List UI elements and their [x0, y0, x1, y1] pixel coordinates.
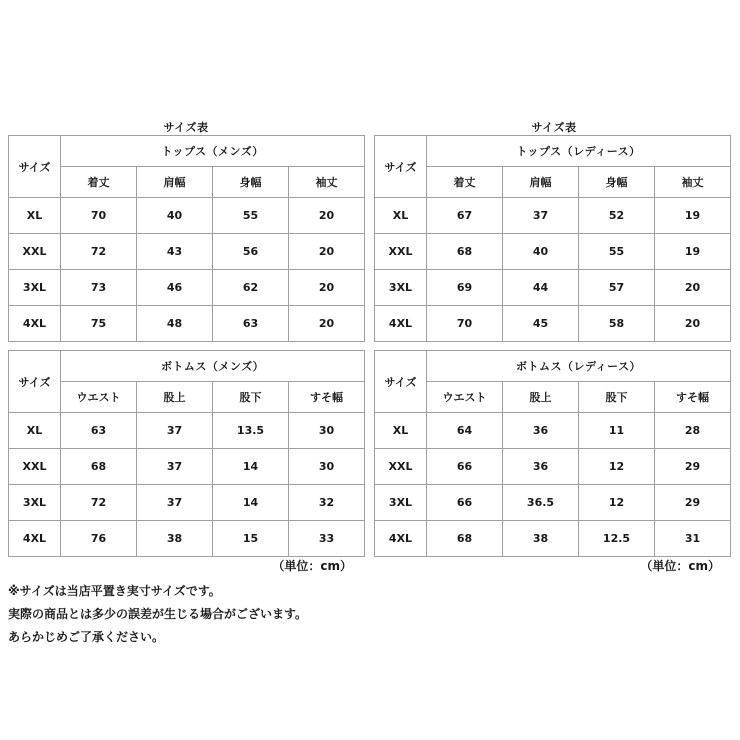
column-header: 肩幅 — [503, 167, 579, 198]
column-header: 股下 — [213, 382, 289, 413]
size-header: サイズ — [375, 351, 427, 413]
value-cell: 29 — [655, 485, 731, 521]
size-cell: XL — [375, 413, 427, 449]
value-cell: 11 — [579, 413, 655, 449]
size-cell: XXL — [375, 234, 427, 270]
value-cell: 63 — [61, 413, 137, 449]
value-cell: 76 — [61, 521, 137, 557]
value-cell: 44 — [503, 270, 579, 306]
size-cell: 3XL — [9, 270, 61, 306]
table-row — [375, 234, 731, 270]
value-cell: 46 — [137, 270, 213, 306]
value-cell: 72 — [61, 234, 137, 270]
column-header: ウエスト — [61, 382, 137, 413]
column-header: 着丈 — [61, 167, 137, 198]
table-row — [375, 485, 731, 521]
value-cell: 14 — [213, 485, 289, 521]
table-row — [9, 198, 365, 234]
value-cell: 68 — [427, 234, 503, 270]
column-header: 袖丈 — [655, 167, 731, 198]
value-cell: 19 — [655, 234, 731, 270]
table-row — [9, 521, 365, 557]
table-row — [9, 306, 365, 342]
value-cell: 36 — [503, 449, 579, 485]
value-cell: 20 — [655, 306, 731, 342]
value-cell: 37 — [137, 413, 213, 449]
value-cell: 37 — [137, 449, 213, 485]
table-row — [375, 270, 731, 306]
tops-ladies-table — [374, 135, 731, 342]
size-cell: XXL — [9, 234, 61, 270]
value-cell: 30 — [289, 449, 365, 485]
value-cell: 48 — [137, 306, 213, 342]
value-cell: 20 — [655, 270, 731, 306]
value-cell: 58 — [579, 306, 655, 342]
table-row — [9, 485, 365, 521]
bottoms-mens-table — [8, 350, 365, 557]
value-cell: 19 — [655, 198, 731, 234]
value-cell: 57 — [579, 270, 655, 306]
column-header: 身幅 — [213, 167, 289, 198]
value-cell: 12 — [579, 485, 655, 521]
category-header: ボトムス（レディース） — [427, 351, 731, 382]
value-cell: 37 — [503, 198, 579, 234]
unit-label-right: （単位：cm） — [640, 559, 720, 573]
value-cell: 28 — [655, 413, 731, 449]
value-cell: 55 — [579, 234, 655, 270]
value-cell: 64 — [427, 413, 503, 449]
table-row — [9, 449, 365, 485]
column-header: 身幅 — [579, 167, 655, 198]
tops-mens-table — [8, 135, 365, 342]
column-header: 着丈 — [427, 167, 503, 198]
value-cell: 45 — [503, 306, 579, 342]
table-row — [375, 413, 731, 449]
table-row — [9, 270, 365, 306]
table-row — [9, 234, 365, 270]
value-cell: 20 — [289, 198, 365, 234]
category-header: ボトムス（メンズ） — [61, 351, 365, 382]
value-cell: 15 — [213, 521, 289, 557]
value-cell: 12 — [579, 449, 655, 485]
value-cell: 66 — [427, 485, 503, 521]
value-cell: 68 — [61, 449, 137, 485]
value-cell: 70 — [61, 198, 137, 234]
size-cell: 4XL — [375, 306, 427, 342]
size-cell: 3XL — [375, 485, 427, 521]
table-row — [375, 306, 731, 342]
size-header: サイズ — [9, 351, 61, 413]
note-line: ※サイズは当店平置き実寸サイズです。 — [8, 584, 221, 598]
value-cell: 73 — [61, 270, 137, 306]
size-cell: XL — [9, 198, 61, 234]
value-cell: 13.5 — [213, 413, 289, 449]
value-cell: 30 — [289, 413, 365, 449]
size-cell: 3XL — [9, 485, 61, 521]
column-header: 股上 — [503, 382, 579, 413]
value-cell: 68 — [427, 521, 503, 557]
value-cell: 52 — [579, 198, 655, 234]
value-cell: 67 — [427, 198, 503, 234]
column-header: 肩幅 — [137, 167, 213, 198]
column-header: ウエスト — [427, 382, 503, 413]
column-header: すそ幅 — [289, 382, 365, 413]
value-cell: 40 — [503, 234, 579, 270]
column-header: すそ幅 — [655, 382, 731, 413]
size-cell: 3XL — [375, 270, 427, 306]
value-cell: 33 — [289, 521, 365, 557]
value-cell: 29 — [655, 449, 731, 485]
note-line: あらかじめご了承ください。 — [8, 630, 165, 644]
value-cell: 63 — [213, 306, 289, 342]
bottoms-ladies-table — [374, 350, 731, 557]
value-cell: 14 — [213, 449, 289, 485]
column-header: 股上 — [137, 382, 213, 413]
size-cell: 4XL — [9, 521, 61, 557]
value-cell: 40 — [137, 198, 213, 234]
size-cell: XL — [9, 413, 61, 449]
table-row — [375, 449, 731, 485]
value-cell: 12.5 — [579, 521, 655, 557]
value-cell: 38 — [503, 521, 579, 557]
size-cell: 4XL — [375, 521, 427, 557]
value-cell: 69 — [427, 270, 503, 306]
value-cell: 56 — [213, 234, 289, 270]
column-header: 股下 — [579, 382, 655, 413]
size-chart-heading-left: サイズ表 — [163, 121, 209, 134]
size-cell: XXL — [9, 449, 61, 485]
value-cell: 32 — [289, 485, 365, 521]
size-cell: XXL — [375, 449, 427, 485]
size-chart-heading-right: サイズ表 — [531, 121, 577, 134]
value-cell: 75 — [61, 306, 137, 342]
notes — [8, 580, 307, 649]
value-cell: 31 — [655, 521, 731, 557]
value-cell: 20 — [289, 306, 365, 342]
value-cell: 20 — [289, 234, 365, 270]
table-row — [9, 413, 365, 449]
value-cell: 66 — [427, 449, 503, 485]
value-cell: 20 — [289, 270, 365, 306]
size-header: サイズ — [375, 136, 427, 198]
value-cell: 36.5 — [503, 485, 579, 521]
size-cell: XL — [375, 198, 427, 234]
table-row — [375, 198, 731, 234]
value-cell: 43 — [137, 234, 213, 270]
value-cell: 70 — [427, 306, 503, 342]
value-cell: 37 — [137, 485, 213, 521]
unit-label-left: （単位：cm） — [272, 559, 352, 573]
column-header: 袖丈 — [289, 167, 365, 198]
value-cell: 72 — [61, 485, 137, 521]
value-cell: 36 — [503, 413, 579, 449]
note-line: 実際の商品とは多少の誤差が生じる場合がございます。 — [8, 607, 308, 621]
size-cell: 4XL — [9, 306, 61, 342]
category-header: トップス（メンズ） — [61, 136, 365, 167]
category-header: トップス（レディース） — [427, 136, 731, 167]
value-cell: 38 — [137, 521, 213, 557]
value-cell: 62 — [213, 270, 289, 306]
value-cell: 55 — [213, 198, 289, 234]
table-row — [375, 521, 731, 557]
size-header: サイズ — [9, 136, 61, 198]
